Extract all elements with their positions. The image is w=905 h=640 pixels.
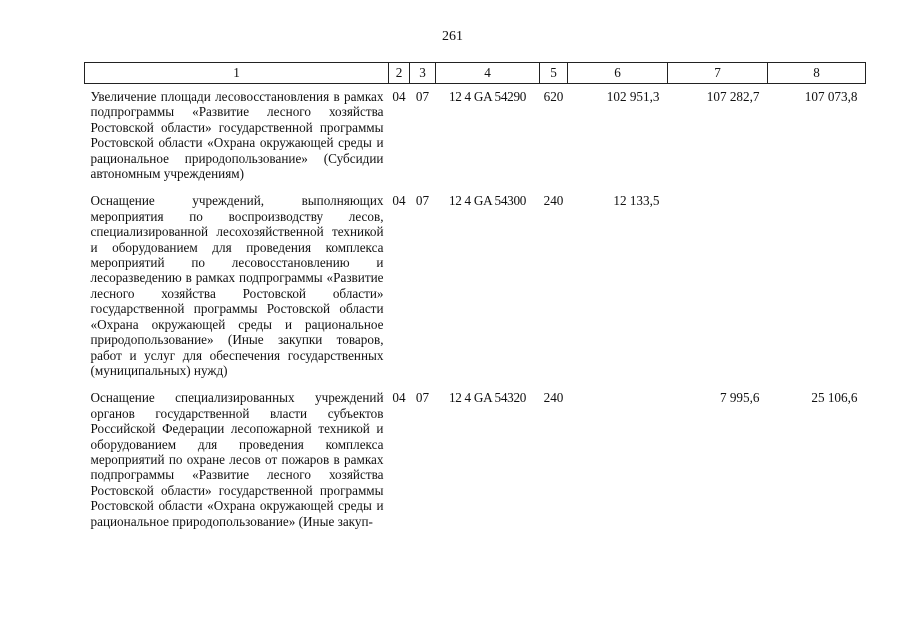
amount-col-8: 25 106,6	[811, 390, 858, 406]
expense-type-code: 240	[543, 193, 564, 209]
amount-col-7: 107 282,7	[706, 89, 760, 104]
subsection-code: 07	[415, 390, 430, 406]
amount-col-8: 107 073,8	[804, 89, 858, 104]
header-col-3: 3	[410, 63, 436, 84]
expense-type-code: 240	[543, 390, 564, 406]
table-header-row	[85, 63, 866, 84]
budget-table	[84, 62, 866, 537]
subsection-code: 07	[415, 89, 430, 104]
target-article-code: 12 4 GA 54320	[448, 390, 527, 406]
section-code: 04	[392, 390, 406, 406]
table-row	[85, 386, 866, 537]
page-number: 261	[442, 29, 463, 44]
amount-col-6: 12 133,5	[613, 193, 660, 209]
target-article-code: 12 4 GA 54300	[448, 193, 527, 209]
header-col-8: 8	[768, 63, 866, 84]
section-code: 04	[392, 89, 406, 104]
header-col-2: 2	[389, 63, 410, 84]
amount-col-8	[768, 189, 866, 386]
expense-type-code: 620	[543, 89, 564, 104]
subsection-code: 07	[415, 193, 430, 209]
amount-col-6: 102 951,3	[606, 89, 660, 104]
header-col-6: 6	[568, 63, 668, 84]
section-code: 04	[392, 193, 406, 209]
header-col-7: 7	[668, 63, 768, 84]
header-col-4: 4	[436, 63, 540, 84]
amount-col-7	[668, 189, 768, 386]
header-col-5: 5	[540, 63, 568, 84]
table-row	[85, 84, 866, 190]
table-row	[85, 189, 866, 386]
target-article-code: 12 4 GA 54290	[448, 89, 527, 104]
header-col-1: 1	[85, 63, 389, 84]
row-description: Оснащение специализированных учреждений органов государственной власти субъектов Российской Федерации лесопожарной техникой и оборудованием для проведения комплекса мероприятий по охране лесов от пожаров в рамках подпрограммы «Развитие лесного хозяйства Ростовской области» государственной программы Ростовской области «Охрана окружающей среды и рациональное природопользование» (Иные закуп-	[90, 390, 384, 529]
amount-col-7: 7 995,6	[719, 390, 760, 406]
row-description: Оснащение учреждений, выполняющих мероприятия по воспроизводству лесов, специализированной лесохозяйственной техникой и оборудованием для проведения комплекса мероприятий по лесовосстановлению и лесоразведению в рамках подпрограммы «Развитие лесного хозяйства Ростовской области» государственной программы Ростовской области «Охрана окружающей среды и рациональное природопользование» (Иные закупки товаров, работ и услуг для обеспечения государственных (муниципальных) нужд)	[90, 193, 384, 378]
row-description: Увеличение площади лесовосстановления в рамках подпрограммы «Развитие лесного хозяйства Ростовской области» государственной программы Ростовской области «Охрана окружающей среды и рациональное природопользование» (Субсидии автономным учреждениям)	[90, 89, 384, 182]
amount-col-6	[568, 386, 668, 537]
